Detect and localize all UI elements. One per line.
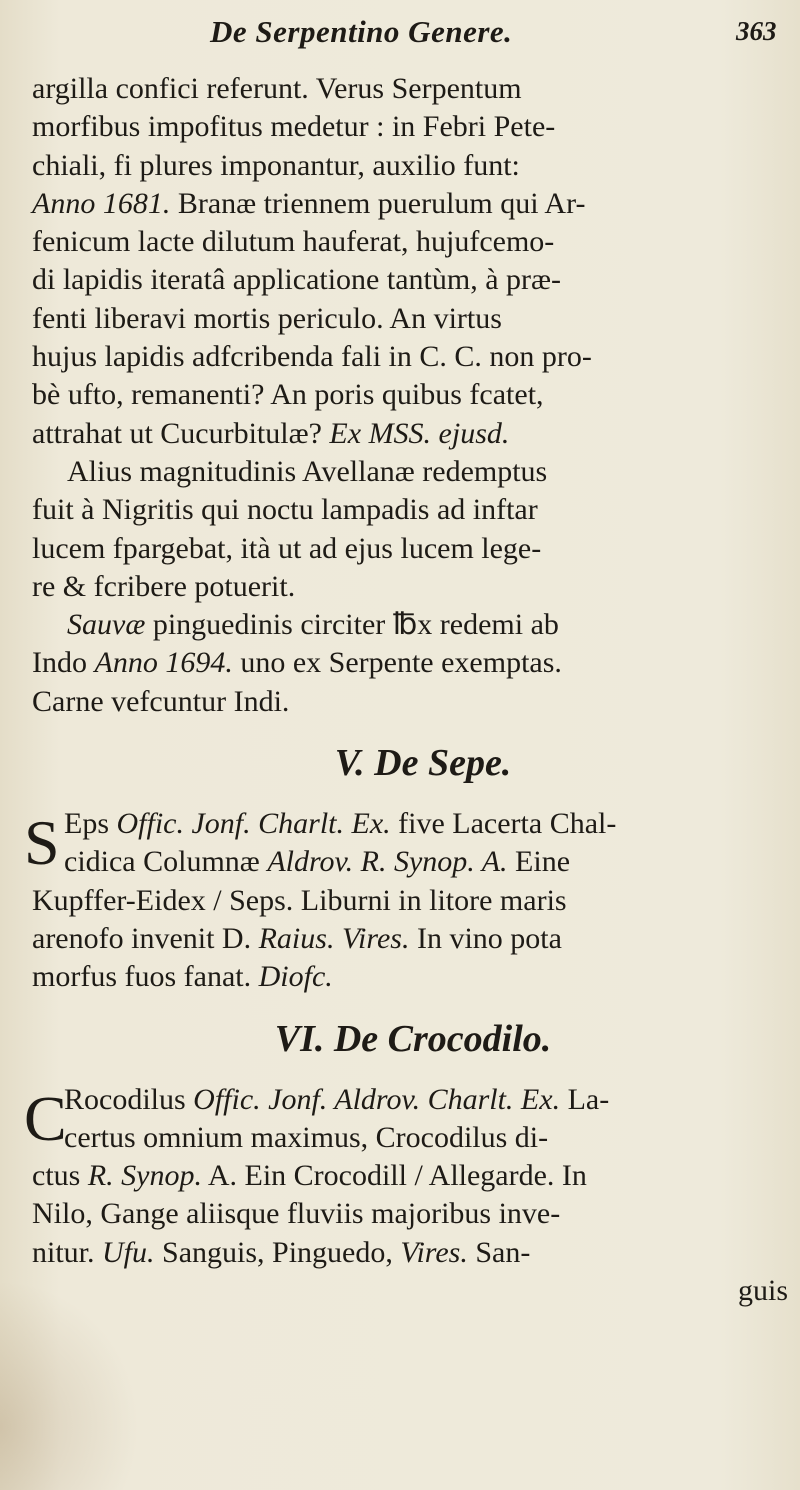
text-line: hujus lapidis adfcribenda fali in C. C. non pro- [32,340,592,374]
year-note: Anno 1694. [94,646,233,680]
text-line: Nilo, Gange aliisque fluviis majoribus inve- [32,1197,561,1231]
text-span: Eps [64,807,109,841]
running-title: De Serpentino Genere. [210,14,513,49]
text-line: fenti liberavi mortis periculo. An virtus [32,301,502,335]
text-line [32,958,794,996]
text-span: Indo [32,646,87,680]
text-line [32,185,794,223]
text-line: bè ufto, remanenti? An poris quibus fcatet, [32,378,544,412]
source-citation: Offic. Jonf. Charlt. Ex. [116,807,391,841]
text-line: Carne vefcuntur Indi. [32,684,290,718]
german-name: Kupffer-Eidex / Seps. [32,883,294,917]
page-body [24,70,794,1310]
section-heading-crocodilo: VI. De Crocodilo. [274,1017,552,1060]
text-line: di lapidis iteratâ applicatione tantùm, à præ- [32,263,561,297]
text-line: fenicum lacte dilutum hauferat, hujufcemo- [32,225,555,259]
text-line [32,882,794,920]
drop-capital: S [24,807,60,879]
text-line: lucem fpargebat, ità ut ad ejus lucem lege- [32,531,542,565]
catchword: guis [737,1274,788,1308]
source-citation: Aldrov. R. Synop. A. [267,845,508,879]
page-number: 363 [736,16,777,46]
text-span: attrahat ut Cucurbitulæ? [32,416,322,450]
text-span: nitur. [32,1235,95,1269]
text-span: A. Ein Crocodill / Allegarde. In [207,1159,587,1193]
text-line: morfibus impofitus medetur : in Febri Pete- [32,110,556,144]
text-line: fuit à Nigritis qui noctu lampadis ad inftar [32,493,538,527]
text-span: Sauvæ [67,608,146,642]
text-span: In vino pota [416,921,562,955]
text-line: argilla confici referunt. Verus Serpentum [32,72,522,105]
text-line [32,606,794,644]
text-span: San- [475,1235,531,1269]
text-span: Liburni in litore maris [300,883,567,917]
text-line [32,415,794,453]
drop-capital: C [24,1082,67,1154]
text-line: Alius magnitudinis Avellanæ redemptus [67,454,548,488]
section-heading-sepe: V. De Sepe. [334,742,512,785]
subheading-vires: Vires. [341,921,410,955]
text-line [32,644,794,682]
text-line: certus omnium maximus, Crocodilus di- [64,1120,549,1154]
text-line [32,920,794,958]
text-line [32,843,794,881]
text-span: uno ex Serpente exemptas. [240,646,562,680]
text-line [32,1157,794,1195]
source-citation: Raius. [258,921,335,955]
text-span: Eine [515,845,571,879]
source-citation: Diofc. [258,960,333,994]
subheading-usu: Ufu. [102,1235,155,1269]
subheading-vires: Vires. [400,1235,468,1269]
text-span: arenofo invenit D. [32,921,252,955]
text-span: La- [567,1082,610,1116]
text-span: Sanguis, Pinguedo, [162,1235,393,1269]
text-line: chiali, fi plures imponantur, auxilio funt: [32,148,520,182]
text-span: Rocodilus [64,1082,186,1116]
source-citation: R. Synop. [87,1159,202,1193]
text-line [32,1234,794,1272]
text-span: pinguedinis circiter ℔x redemi ab [152,608,559,642]
text-line: re & fcribere potuerit. [32,569,296,603]
page-header [0,10,800,58]
source-citation: Ex MSS. ejusd. [329,416,510,450]
text-span: cidica Columnæ [64,845,260,879]
source-citation: Offic. Jonf. Aldrov. Charlt. Ex. [193,1082,561,1116]
text-span: five Lacerta Chal- [398,807,617,841]
year-note: Anno 1681. [32,186,171,220]
text-span: ctus [32,1159,81,1193]
text-span: Branæ triennem puerulum qui Ar- [177,186,586,220]
text-span: morfus fuos fanat. [32,960,252,994]
page-stain [0,1280,140,1490]
